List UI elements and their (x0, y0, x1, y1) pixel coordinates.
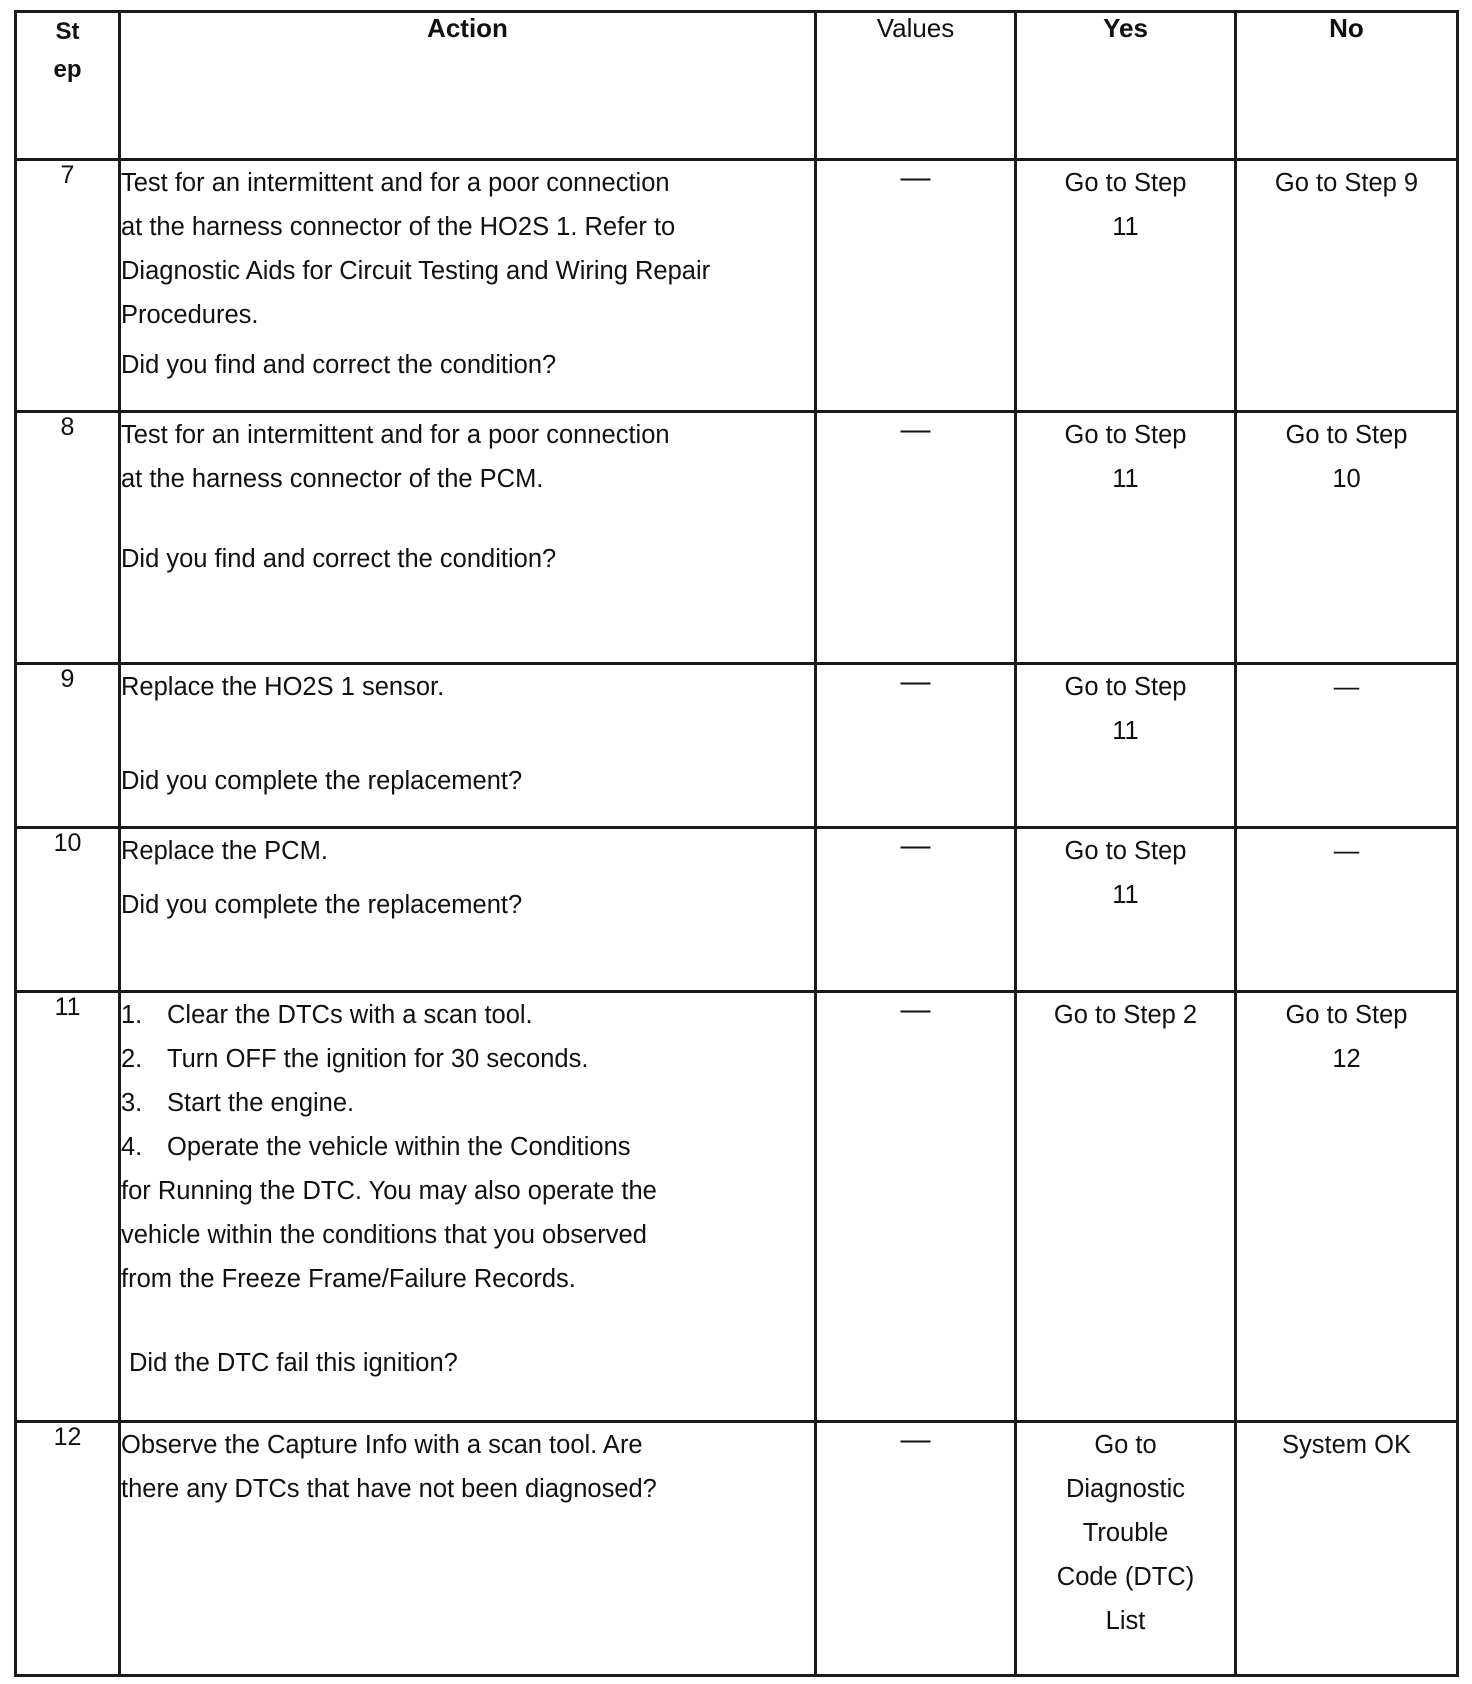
list-item (121, 1037, 814, 1081)
no-line: — (1333, 837, 1360, 865)
action-question: Did the DTC fail this ignition? (129, 1349, 458, 1377)
action-steps-list (121, 993, 814, 1169)
step-number: 12 (16, 1422, 120, 1676)
table-row (16, 828, 1458, 992)
yes-line: Diagnostic (1065, 1475, 1186, 1503)
table-row (16, 992, 1458, 1422)
table-row (16, 1422, 1458, 1676)
action-cell (120, 160, 816, 412)
no-line: 10 (1332, 465, 1361, 493)
list-item-text: Clear the DTCs with a scan tool. (167, 1001, 533, 1029)
header-step-line-1: St (55, 18, 80, 45)
action-question: Did you complete the replacement? (121, 891, 523, 919)
no-line: Go to Step 9 (1274, 169, 1419, 197)
yes-cell (1016, 664, 1236, 828)
action-line: there any DTCs that have not been diagnosed? (121, 1475, 657, 1503)
action-line: Test for an intermittent and for a poor connection (121, 169, 670, 197)
yes-line: 11 (1112, 717, 1139, 745)
step-number: 8 (16, 412, 120, 664)
yes-line: 11 (1112, 213, 1139, 241)
yes-line: 11 (1112, 465, 1139, 493)
action-line: at the harness connector of the PCM. (121, 465, 544, 493)
header-step (16, 12, 120, 160)
action-question: Did you find and correct the condition? (121, 545, 557, 573)
yes-line: Trouble (1082, 1519, 1169, 1547)
yes-line: Go to Step (1064, 837, 1187, 865)
no-line: Go to Step (1285, 1001, 1408, 1029)
action-cell (120, 1422, 816, 1676)
header-yes: Yes (1016, 12, 1236, 160)
list-item-text: Turn OFF the ignition for 30 seconds. (167, 1045, 589, 1073)
header-step-line-2: ep (53, 56, 82, 83)
yes-cell (1016, 828, 1236, 992)
step-number: 10 (16, 828, 120, 992)
action-line: Observe the Capture Info with a scan tool. Are (121, 1431, 643, 1459)
action-cell (120, 828, 816, 992)
action-line: Replace the PCM. (121, 837, 328, 865)
yes-line: Go to Step 2 (1053, 1001, 1198, 1029)
table-row (16, 664, 1458, 828)
action-cell (120, 412, 816, 664)
action-cell (120, 664, 816, 828)
no-cell (1236, 1422, 1458, 1676)
no-cell (1236, 412, 1458, 664)
no-cell (1236, 828, 1458, 992)
list-item (121, 1125, 814, 1169)
list-item-number: 1. (121, 1001, 143, 1029)
yes-line: List (1105, 1607, 1146, 1635)
action-line: for Running the DTC. You may also operate the (121, 1177, 657, 1205)
list-item-number: 2. (121, 1045, 143, 1073)
step-number: 9 (16, 664, 120, 828)
values-cell: — (816, 664, 1016, 828)
action-question: Did you complete the replacement? (121, 767, 523, 795)
no-line: Go to Step (1285, 421, 1408, 449)
table-row (16, 412, 1458, 664)
no-line: System OK (1282, 1431, 1411, 1459)
header-no: No (1236, 12, 1458, 160)
values-cell: — (816, 828, 1016, 992)
no-cell (1236, 160, 1458, 412)
yes-cell (1016, 992, 1236, 1422)
yes-line: Code (DTC) (1056, 1563, 1195, 1591)
yes-cell (1016, 160, 1236, 412)
yes-cell (1016, 1422, 1236, 1676)
list-item-text: Operate the vehicle within the Conditions (167, 1133, 631, 1161)
yes-line: Go to Step (1064, 421, 1187, 449)
action-line: Procedures. (121, 301, 259, 329)
header-action: Action (120, 12, 816, 160)
list-item-text: Start the engine. (167, 1089, 355, 1117)
step-number: 11 (16, 992, 120, 1422)
action-line: Replace the HO2S 1 sensor. (121, 673, 445, 701)
no-cell (1236, 992, 1458, 1422)
list-item-number: 3. (121, 1089, 143, 1117)
yes-line: 11 (1112, 881, 1139, 909)
no-cell (1236, 664, 1458, 828)
values-cell: — (816, 160, 1016, 412)
action-line: at the harness connector of the HO2S 1. Refer to (121, 213, 676, 241)
step-number: 7 (16, 160, 120, 412)
action-line: vehicle within the conditions that you observed (121, 1221, 647, 1249)
diagnostic-table (14, 10, 1459, 1677)
yes-line: Go to (1094, 1431, 1157, 1459)
action-cell (120, 992, 816, 1422)
no-line: — (1333, 673, 1360, 701)
header-values: Values (816, 12, 1016, 160)
list-item (121, 1081, 814, 1125)
action-line: from the Freeze Frame/Failure Records. (121, 1265, 576, 1293)
no-line: 12 (1332, 1045, 1361, 1073)
table-row (16, 160, 1458, 412)
action-question: Did you find and correct the condition? (121, 351, 557, 379)
yes-line: Go to Step (1064, 169, 1187, 197)
action-line: Diagnostic Aids for Circuit Testing and Wiring Repair (121, 257, 711, 285)
values-cell: — (816, 1422, 1016, 1676)
yes-line: Go to Step (1064, 673, 1187, 701)
values-cell: — (816, 412, 1016, 664)
values-cell: — (816, 992, 1016, 1422)
table-header-row (16, 12, 1458, 160)
yes-cell (1016, 412, 1236, 664)
list-item-number: 4. (121, 1133, 143, 1161)
action-line: Test for an intermittent and for a poor connection (121, 421, 670, 449)
list-item (121, 993, 814, 1037)
